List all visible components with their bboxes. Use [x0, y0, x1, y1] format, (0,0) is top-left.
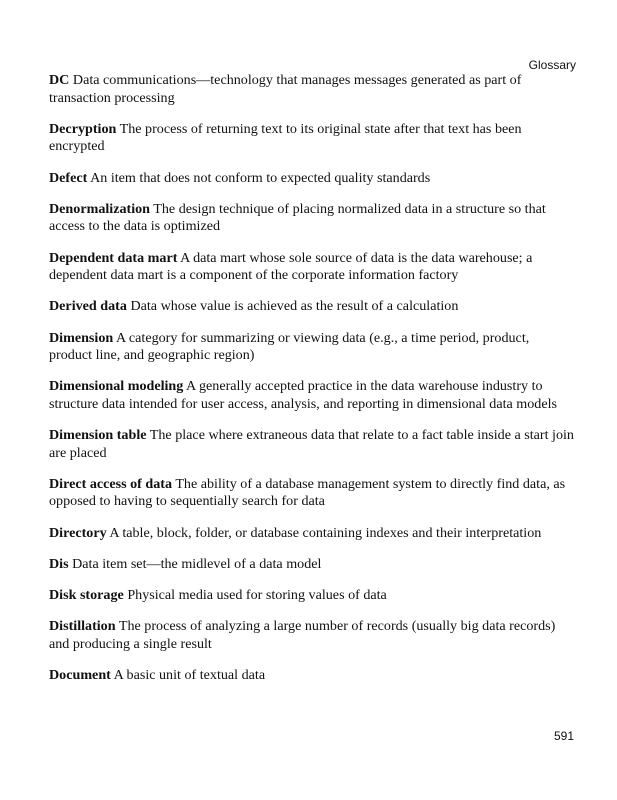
glossary-term: Dimension table: [49, 427, 147, 444]
glossary-entry-denormalization: [49, 201, 575, 236]
page-number: 591: [553, 729, 574, 743]
glossary-entry-directory: [49, 525, 575, 543]
glossary-entry-dimensional-modeling: [49, 378, 575, 413]
glossary-entry-direct-access-of-data: [49, 476, 575, 511]
glossary-entry-dimension: [49, 330, 575, 365]
glossary-definition: The process of analyzing a large number of records (usually big data records) and producing a single result: [49, 618, 556, 652]
glossary-definition: Data communications—technology that manages messages generated as part of transaction processing: [49, 72, 522, 106]
glossary-term: Derived data: [49, 298, 127, 315]
glossary-term: Directory: [49, 524, 107, 541]
glossary-definition: A basic unit of textual data: [113, 666, 266, 683]
glossary-term: Decryption: [49, 120, 117, 137]
glossary-entry-distillation: [49, 618, 575, 653]
glossary-term: DC: [49, 72, 70, 88]
glossary-definition: An item that does not conform to expected quality standards: [90, 169, 431, 186]
glossary-definition: A category for summarizing or viewing data (e.g., a time period, product, product line, and geographic region): [49, 329, 530, 364]
glossary-entry-dc: [49, 72, 575, 107]
glossary-term: Disk storage: [49, 587, 124, 603]
glossary-definition: A generally accepted practice in the data warehouse industry to structure data intended for user access, analysis, and reporting in dimensional data models: [49, 378, 558, 412]
glossary-definition: The ability of a database management system to directly find data, as opposed to having to sequentially search for data: [49, 475, 566, 510]
glossary-entry-document: [49, 667, 575, 685]
glossary-definition: Data whose value is achieved as the result of a calculation: [130, 298, 459, 315]
glossary-term: Denormalization: [49, 200, 150, 217]
glossary-term: Dis: [49, 555, 69, 572]
glossary-term: Document: [49, 666, 111, 683]
glossary-definition: The design technique of placing normalized data in a structure so that access to the data is optimized: [49, 200, 546, 235]
glossary-term: Distillation: [49, 618, 116, 635]
glossary-entry-dis: [49, 556, 575, 574]
glossary-definition: The process of returning text to its original state after that text has been encrypted: [49, 120, 522, 155]
glossary-entry-defect: [49, 170, 575, 188]
glossary-term: Dimension: [49, 329, 114, 346]
glossary-term: Dimensional modeling: [49, 378, 184, 395]
glossary-definition: The place where extraneous data that relate to a fact table inside a start join are placed: [49, 427, 574, 461]
glossary-term: Defect: [49, 169, 88, 186]
glossary-term: Direct access of data: [49, 475, 173, 492]
running-header: Glossary: [528, 58, 576, 72]
glossary-entry-disk-storage: [49, 587, 575, 605]
glossary-definition: A data mart whose sole source of data is the data warehouse; a dependent data mart is a component of the corporate information factory: [49, 249, 533, 284]
glossary-definition: Physical media used for storing values of data: [127, 587, 387, 603]
glossary-term: Dependent data mart: [49, 249, 178, 266]
glossary-entry-decryption: [49, 121, 575, 156]
glossary-list: [49, 72, 575, 698]
glossary-entry-dependent-data-mart: [49, 250, 575, 285]
glossary-entry-derived-data: [49, 298, 575, 316]
glossary-definition: A table, block, folder, or database containing indexes and their interpretation: [109, 524, 542, 541]
glossary-entry-dimension-table: [49, 427, 575, 462]
glossary-definition: Data item set—the midlevel of a data model: [72, 555, 322, 572]
